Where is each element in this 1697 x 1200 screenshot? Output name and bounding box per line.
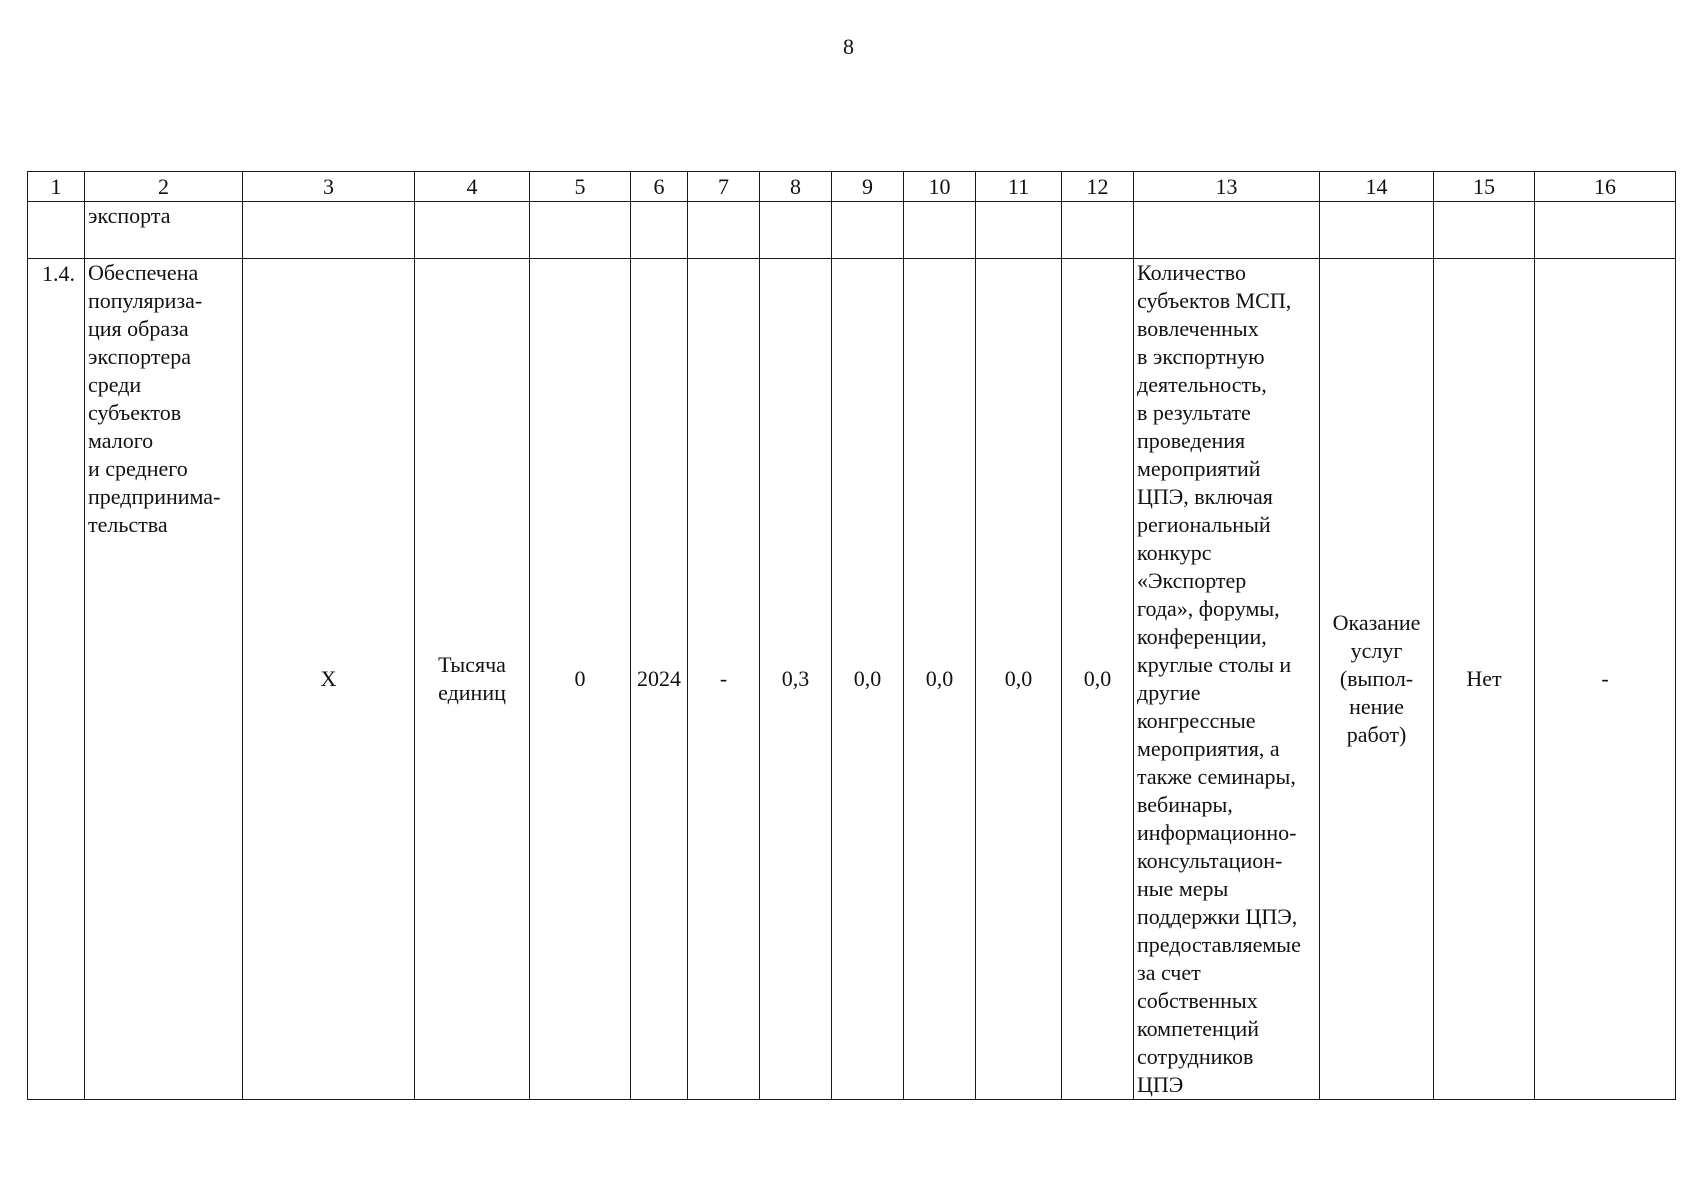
col5-cell: 0 <box>530 259 631 1100</box>
text-line: и среднего <box>88 456 188 481</box>
col16-cell: - <box>1535 259 1676 1100</box>
description-cell <box>1134 259 1320 1100</box>
empty-cell <box>530 202 631 259</box>
empty-cell <box>243 202 415 259</box>
text-line: вовлеченных <box>1137 316 1259 341</box>
text-line: деятельность, <box>1137 372 1267 397</box>
text-line: конференции, <box>1137 624 1267 649</box>
col3-cell: X <box>243 259 415 1100</box>
text-line: субъектов МСП, <box>1137 288 1292 313</box>
column-number: 11 <box>976 172 1062 202</box>
text-line: информационно- <box>1137 820 1297 845</box>
text-line: проведения <box>1137 428 1246 453</box>
text-line: конгрессные <box>1137 708 1256 733</box>
text-line: собственных <box>1137 988 1258 1013</box>
column-number: 4 <box>415 172 530 202</box>
col11-cell: 0,0 <box>976 259 1062 1100</box>
empty-cell <box>1320 202 1434 259</box>
text-line: другие <box>1137 680 1201 705</box>
text-line: (выпол- <box>1339 666 1414 691</box>
text-line: малого <box>88 428 154 453</box>
column-number: 15 <box>1434 172 1535 202</box>
column-number: 16 <box>1535 172 1676 202</box>
empty-cell <box>1134 202 1320 259</box>
column-number: 1 <box>28 172 85 202</box>
text-line: Количество <box>1137 260 1247 285</box>
text-line: популяриза- <box>88 288 203 313</box>
column-number: 6 <box>631 172 688 202</box>
empty-cell <box>631 202 688 259</box>
text-line: ция образа <box>88 316 189 341</box>
col12-cell: 0,0 <box>1062 259 1134 1100</box>
text-line: экспортера <box>88 344 191 369</box>
empty-cell <box>1535 202 1676 259</box>
text-line: мероприятия, а <box>1137 736 1280 761</box>
col7-cell: - <box>688 259 760 1100</box>
column-number: 3 <box>243 172 415 202</box>
empty-cell <box>904 202 976 259</box>
text-line: также семинары, <box>1137 764 1296 789</box>
text-line: Тысяча <box>438 652 506 677</box>
text-line: ЦПЭ <box>1137 1072 1184 1097</box>
col15-cell: Нет <box>1434 259 1535 1100</box>
text-line: единиц <box>438 680 506 705</box>
col6-cell: 2024 <box>631 259 688 1100</box>
empty-cell <box>1062 202 1134 259</box>
text-line: поддержки ЦПЭ, <box>1137 904 1298 929</box>
text-line: в результате <box>1137 400 1251 425</box>
text-line: года», форумы, <box>1137 596 1280 621</box>
column-number: 13 <box>1134 172 1320 202</box>
column-number-row <box>28 172 1676 202</box>
result-name-cell <box>85 259 243 1100</box>
text-line: компетенций <box>1137 1016 1260 1041</box>
col8-cell: 0,3 <box>760 259 832 1100</box>
text-line: ные меры <box>1137 876 1229 901</box>
text-line: предпринима- <box>88 484 221 509</box>
type-cell <box>1320 259 1434 1100</box>
empty-cell <box>688 202 760 259</box>
text-line: мероприятий <box>1137 456 1261 481</box>
table-row <box>28 259 1676 1100</box>
text-line: среди <box>88 372 142 397</box>
results-table <box>27 171 1676 1100</box>
text-line: круглые столы и <box>1137 652 1292 677</box>
text-line: ЦПЭ, включая <box>1137 484 1273 509</box>
col9-cell: 0,0 <box>832 259 904 1100</box>
column-number: 5 <box>530 172 631 202</box>
column-number: 8 <box>760 172 832 202</box>
text-line: предоставляемые <box>1137 932 1301 957</box>
page-number: 8 <box>843 34 854 59</box>
row-number-cell: 1.4. <box>28 259 85 1100</box>
text-line: Оказание <box>1332 610 1421 635</box>
empty-cell <box>28 202 85 259</box>
empty-cell <box>415 202 530 259</box>
text-line: за счет <box>1137 960 1201 985</box>
text-line: субъектов <box>88 400 182 425</box>
text-line: тельства <box>88 512 168 537</box>
continuation-row <box>28 202 1676 259</box>
text-line: «Экспортер <box>1137 568 1247 593</box>
continued-text-cell: экспорта <box>85 202 243 259</box>
text-line: услуг <box>1350 638 1403 663</box>
empty-cell <box>1434 202 1535 259</box>
column-number: 10 <box>904 172 976 202</box>
empty-cell <box>976 202 1062 259</box>
col10-cell: 0,0 <box>904 259 976 1100</box>
column-number: 9 <box>832 172 904 202</box>
text-line: нение <box>1349 694 1404 719</box>
column-number: 12 <box>1062 172 1134 202</box>
column-number: 2 <box>85 172 243 202</box>
text-line: вебинары, <box>1137 792 1233 817</box>
text-line: консультацион- <box>1137 848 1283 873</box>
empty-cell <box>832 202 904 259</box>
text-line: сотрудников <box>1137 1044 1254 1069</box>
text-line: работ) <box>1346 722 1407 747</box>
text-line: региональный <box>1137 512 1271 537</box>
text-line: конкурс <box>1137 540 1212 565</box>
column-number: 14 <box>1320 172 1434 202</box>
text-line: в экспортную <box>1137 344 1265 369</box>
column-number: 7 <box>688 172 760 202</box>
empty-cell <box>760 202 832 259</box>
unit-cell <box>415 259 530 1100</box>
text-line: Обеспечена <box>88 260 199 285</box>
